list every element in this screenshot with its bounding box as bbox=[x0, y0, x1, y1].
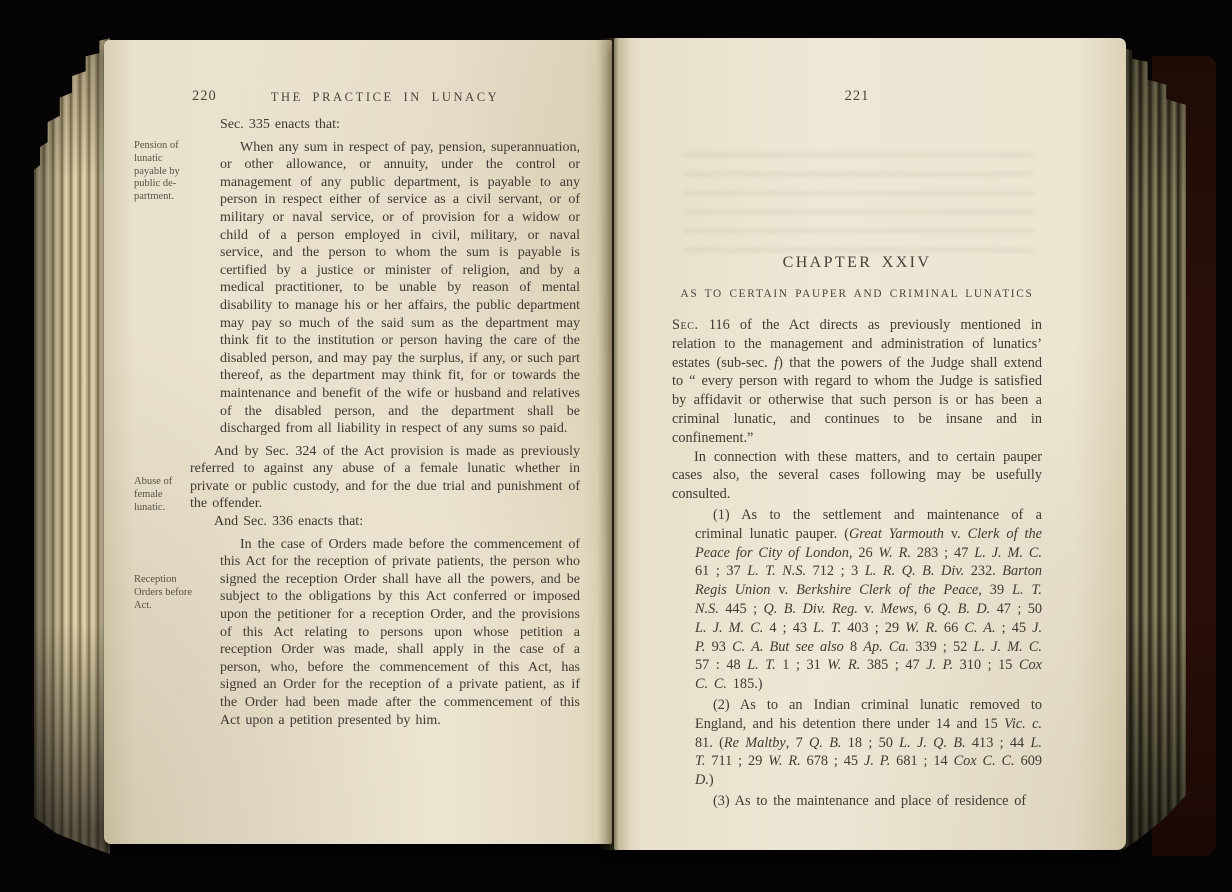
right-page-edge-stack bbox=[1120, 44, 1186, 856]
margin-note-reception: Reception Orders before Act. bbox=[134, 574, 193, 611]
paragraph-in-connection: In connection with these matters, and to certain pauper cases also, the several cases following may be usefully consulted. bbox=[672, 448, 1042, 503]
paragraph-sec-335-intro: Sec. 335 enacts that: bbox=[220, 117, 340, 132]
page-221 bbox=[614, 38, 1126, 850]
paragraph-sec-116: Sec. 116 of the Act directs as previously mentioned in relation to the management and administration of lunatics’ estates (sub-sec. f) that the powers of the Judge shall extend to “ every person with regard to whom the Judge is satisfied by affidavit or otherwise that such person is or has been a criminal lunatic, and continues to be insane and in confinement.” bbox=[672, 317, 1042, 446]
margin-note-pension: Pension of lunatic payable by public department. bbox=[134, 140, 180, 203]
margin-note-abuse: Abuse of female lunatic. bbox=[134, 476, 173, 513]
chapter-heading: CHAPTER XXIV bbox=[782, 254, 932, 271]
show-through-ghost-text bbox=[684, 146, 1034, 262]
paragraph-sec-335-quote: When any sum in respect of pay, pension, superannuation, or other allowance, or annuity, under the control or management of any public department, is payable to any person in respect either of service as a civil servant, or of military or naval service, or of provision for a widow or child of a person employed in civil, military, or naval service, and the person to whom the sum is payable is certified by a justice or minister of religion, and by a medical practitioner, to be unable by reason of mental disability to manage his or her affairs, the public department may pay so much of the said sum as the department may think fit to the institution or person having the care of the disabled person, and may pay the surplus, if any, or such part thereof, as the department may think fit, for or towards the maintenance and benefit of the wife or husband and relatives of the disabled person, and the department shall be discharged from all liability in respect of any sums so paid. bbox=[220, 139, 580, 437]
paragraph-sec-324: And by Sec. 324 of the Act provision is made as previously referred to against any abuse of a female lunatic whether in private or public custody, and for the due trial and punishment of the offender. bbox=[190, 443, 580, 512]
page-220-header bbox=[190, 88, 580, 106]
chapter-subheading: AS TO CERTAIN PAUPER AND CRIMINAL LUNATICS bbox=[680, 288, 1034, 300]
paragraph-sec-336-intro: And Sec. 336 enacts that: bbox=[214, 514, 364, 530]
left-page-edge-stack bbox=[34, 30, 110, 854]
page-220 bbox=[104, 40, 612, 844]
case-item-3: (3) As to the maintenance and place of residence of bbox=[713, 792, 1027, 809]
paragraph-sec-336-quote: In the case of Orders made before the commencement of this Act for the reception of private patients, the person who signed the reception Order shall have all the powers, and be subject to the obligations by this Act conferred or imposed upon the petitioner for a reception Order, and the provisions of this Act relating to persons upon whose petition a reception Order was made, shall apply in the case of a person, who, before the commencement of this Act, has signed an Order for the reception of a private patient, as if the Order had been made after the commencement of this Act upon a petition presented by him. bbox=[220, 536, 580, 728]
case-item-1: (1) As to the settlement and maintenance of a criminal lunatic pauper. (Great Yarmouth v. Clerk of the Peace for City of London, 26 W. R. 283 ; 47 L. J. M. C. 61 ; 37 L. T. N.S. 712 ; 3 L. R. Q. B. Div. 232. Barton Regis Union v. Berkshire Clerk of the Peace, 39 L. T. N.S. 445 ; Q. B. Div. Reg. v. Mews, 6 Q. B. D. 47 ; 50 L. J. M. C. 4 ; 43 L. T. 403 ; 29 W. R. 66 C. A. ; 45 J. P. 93 C. A. But see also 8 Ap. Ca. 339 ; 52 L. J. M. C. 57 : 48 L. T. 1 ; 31 W. R. 385 ; 47 J. P. 310 ; 15 Cox C. C. 185.) bbox=[695, 506, 1043, 693]
running-header: THE PRACTICE IN LUNACY bbox=[270, 90, 500, 104]
case-item-2: (2) As to an Indian criminal lunatic removed to England, and his detention there under 14 and 15 Vic. c. 81. (Re Maltby, 7 Q. B. 18 ; 50 L. J. Q. B. 413 ; 44 L. T. 711 ; 29 W. R. 678 ; 45 J. P. 681 ; 14 Cox C. C. 609 D.) bbox=[695, 696, 1043, 789]
page-number-right: 221 bbox=[844, 88, 870, 104]
page-number-left: 220 bbox=[192, 88, 217, 104]
page-220-body bbox=[190, 116, 580, 734]
page-221-body bbox=[672, 316, 1042, 813]
